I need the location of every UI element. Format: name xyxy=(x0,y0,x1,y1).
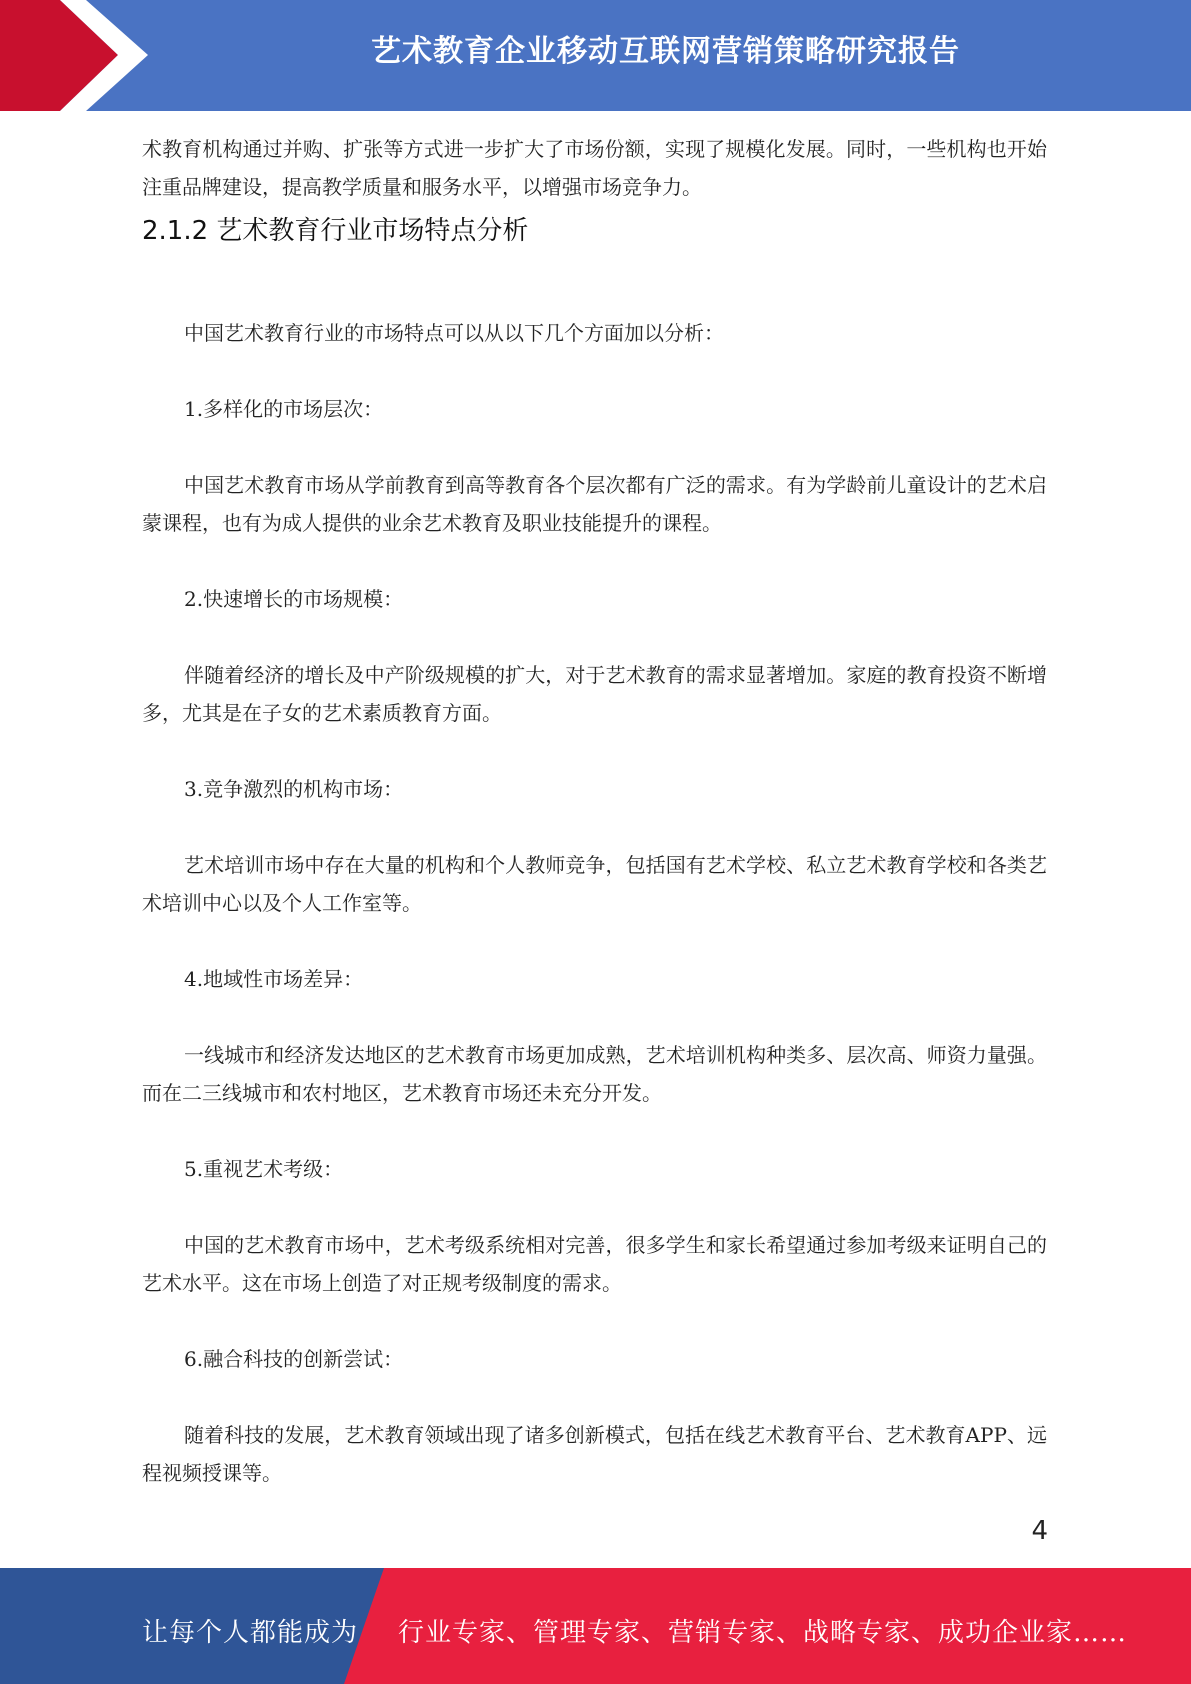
point-title: 1.多样化的市场层次： xyxy=(184,397,384,421)
point-title: 3.竞争激烈的机构市场： xyxy=(184,777,404,801)
page-number: 4 xyxy=(1031,1516,1048,1546)
point-body: 艺术培训市场中存在大量的机构和个人教师竞争，包括国有艺术学校、私立艺术教育学校和各类艺术培训中心以及个人工作室等。 xyxy=(142,853,1047,915)
point-title: 5.重视艺术考级： xyxy=(184,1157,344,1181)
point-title: 4.地域性市场差异： xyxy=(184,967,364,991)
point-title: 6.融合科技的创新尝试： xyxy=(184,1347,404,1371)
page-content xyxy=(142,130,1047,1492)
point-title: 2.快速增长的市场规模： xyxy=(184,587,404,611)
point-body: 伴随着经济的增长及中产阶级规模的扩大，对于艺术教育的需求显著增加。家庭的教育投资不断增多，尤其是在子女的艺术素质教育方面。 xyxy=(142,663,1047,725)
point-body: 一线城市和经济发达地区的艺术教育市场更加成熟，艺术培训机构种类多、层次高、师资力量强。而在二三线城市和农村地区，艺术教育市场还未充分开发。 xyxy=(142,1043,1047,1105)
page-footer xyxy=(0,1568,1191,1684)
point-body: 中国的艺术教育市场中，艺术考级系统相对完善，很多学生和家长希望通过参加考级来证明自己的艺术水平。这在市场上创造了对正规考级制度的需求。 xyxy=(142,1233,1047,1295)
point-body: 中国艺术教育市场从学前教育到高等教育各个层次都有广泛的需求。有为学龄前儿童设计的艺术启蒙课程，也有为成人提供的业余艺术教育及职业技能提升的课程。 xyxy=(142,473,1047,535)
page-header xyxy=(0,0,1191,111)
footer-slogan-left: 让每个人都能成为 xyxy=(142,1618,359,1648)
document-title: 艺术教育企业移动互联网营销策略研究报告 xyxy=(371,34,960,69)
header-arrow-decoration xyxy=(0,0,160,111)
footer-slogan-right: 行业专家、管理专家、营销专家、战略专家、成功企业家…… xyxy=(398,1618,1128,1648)
point-body: 随着科技的发展，艺术教育领域出现了诸多创新模式，包括在线艺术教育平台、艺术教育APP、远程视频授课等。 xyxy=(142,1423,1047,1485)
intro-paragraph: 术教育机构通过并购、扩张等方式进一步扩大了市场份额，实现了规模化发展。同时，一些机构也开始注重品牌建设，提高教学质量和服务水平，以增强市场竞争力。 xyxy=(142,137,1047,199)
section-lead: 中国艺术教育行业的市场特点可以从以下几个方面加以分析： xyxy=(184,321,724,345)
section-heading: 2.1.2 艺术教育行业市场特点分析 xyxy=(142,216,529,246)
